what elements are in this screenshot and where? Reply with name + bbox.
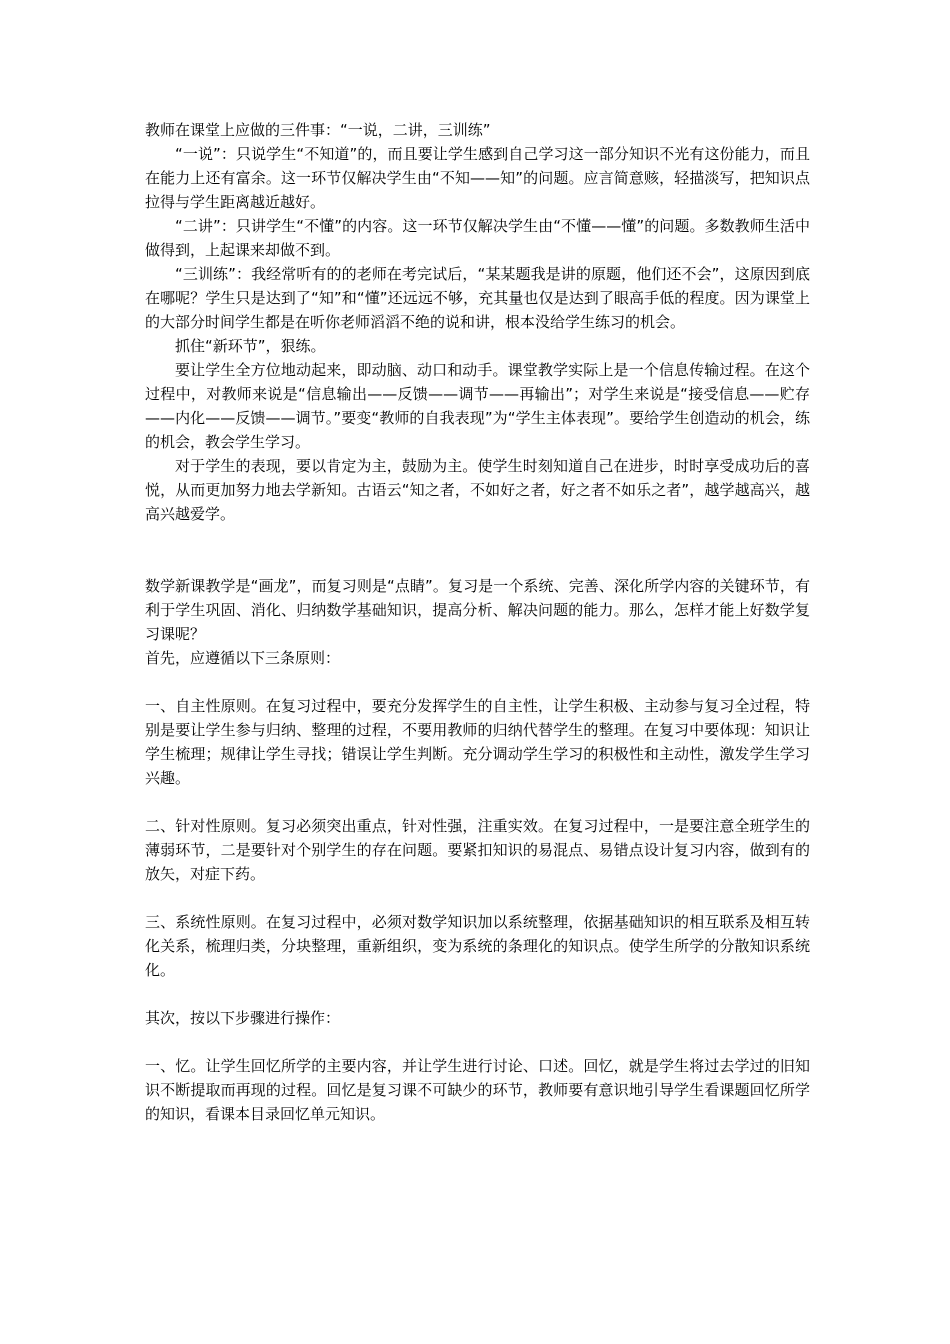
paragraph-first: 首先，应遵循以下三条原则： — [145, 649, 341, 667]
document-body — [145, 118, 810, 1126]
paragraph-step-1: 一、忆。让学生回忆所学的主要内容，并让学生进行讨论、口述。回忆，就是学生将过去学过的旧知识不断提取而再现的过程。回忆是复习课不可缺少的环节，教师要有意识地引导学生看课题回忆所学的知识，看课本目录回忆单元知识。 — [145, 1057, 810, 1123]
paragraph-zhuazhu: 抓住“新环节”，狠练。 — [175, 337, 326, 355]
section-divider-space — [145, 526, 810, 574]
paragraph-principle-1: 一、自主性原则。在复习过程中，要充分发挥学生的自主性，让学生积极、主动参与复习全过程，特别是要让学生参与归纳、整理的过程，不要用教师的归纳代替学生的整理。在复习中要体现：知识让学生梳理；规律让学生寻找；错误让学生判断。充分调动学生学习的积极性和主动性，激发学生学习兴趣。 — [145, 697, 810, 787]
section-title: 教师在课堂上应做的三件事：“一说，二讲，三训练” — [145, 121, 491, 139]
paragraph-biaoxian: 对于学生的表现，要以肯定为主，鼓励为主。使学生时刻知道自己在进步，时时享受成功后的喜悦，从而更加努力地去学新知。古语云“知之者，不如好之者，好之者不如乐之者”，越学越高兴，越高兴越爱学。 — [145, 457, 810, 523]
paragraph-principle-3: 三、系统性原则。在复习过程中，必须对数学知识加以系统整理，依据基础知识的相互联系及相互转化关系，梳理归类，分块整理，重新组织，变为系统的条理化的知识点。使学生所学的分散知识系统化。 — [145, 913, 810, 979]
paragraph-san-xunlian: “三训练”：我经常听有的的老师在考完试后，“某某题我是讲的原题，他们还不会”，这原因到底在哪呢？学生只是达到了“知”和“懂”还远远不够，充其量也仅是达到了眼高手低的程度。因为课堂上的大部分时间学生都是在听你老师滔滔不绝的说和讲，根本没给学生练习的机会。 — [145, 265, 810, 331]
paragraph-intro: 数学新课教学是“画龙”，而复习则是“点睛”。复习是一个系统、完善、深化所学内容的关键环节，有利于学生巩固、消化、归纳数学基础知识，提高分析、解决问题的能力。那么，怎样才能上好数学复习课呢？ — [145, 577, 810, 643]
paragraph-second: 其次，按以下步骤进行操作： — [145, 1009, 341, 1027]
paragraph-er-jiang: “二讲”：只讲学生“不懂”的内容。这一环节仅解决学生由“不懂——懂”的问题。多数教师生活中做得到，上起课来却做不到。 — [145, 217, 810, 259]
paragraph-dong-qilai: 要让学生全方位地动起来，即动脑、动口和动手。课堂教学实际上是一个信息传输过程。在这个过程中，对教师来说是“信息输出——反馈——调节——再输出”；对学生来说是“接受信息——贮存——内化——反馈——调节。”要变“教师的自我表现”为“学生主体表现”。要给学生创造动的机会，练的机会，教会学生学习。 — [145, 361, 810, 451]
paragraph-yi-shuo: “一说”：只说学生“不知道”的，而且要让学生感到自己学习这一部分知识不光有这份能力，而且在能力上还有富余。这一环节仅解决学生由“不知——知”的问题。应言简意赅，轻描淡写，把知识点拉得与学生距离越近越好。 — [145, 145, 810, 211]
paragraph-principle-2: 二、针对性原则。复习必须突出重点，针对性强，注重实效。在复习过程中，一是要注意全班学生的薄弱环节，二是要针对个别学生的存在问题。要紧扣知识的易混点、易错点设计复习内容，做到有的放矢，对症下药。 — [145, 817, 810, 883]
